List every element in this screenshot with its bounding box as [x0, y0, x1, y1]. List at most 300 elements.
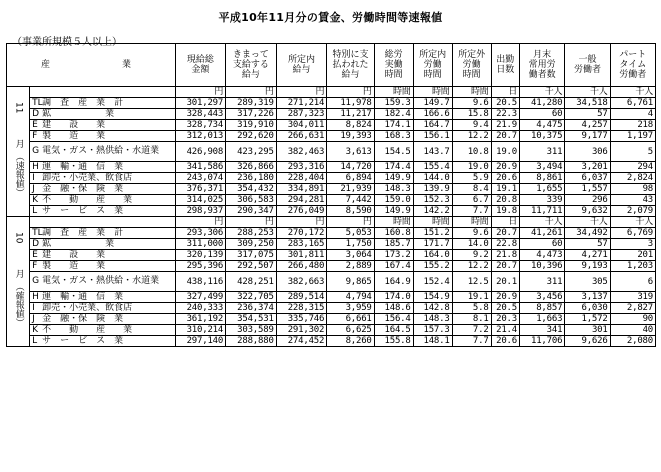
value-cell: 1,557 [565, 184, 610, 195]
unit-cell: 円 [175, 217, 226, 228]
value-cell: 6,625 [327, 325, 374, 336]
value-cell: 20.1 [491, 272, 519, 292]
industry-cell [30, 325, 175, 336]
value-cell: 15.8 [452, 109, 491, 120]
value-cell: 1,203 [610, 261, 655, 272]
column-header-line: 常用労 [528, 60, 556, 70]
value-cell: 326,866 [226, 162, 277, 173]
value-cell: 291,302 [276, 325, 327, 336]
value-cell: 339 [520, 195, 565, 206]
column-header [491, 44, 519, 87]
value-cell: 266,631 [276, 131, 327, 142]
value-cell: 311 [520, 272, 565, 292]
value-cell: 14.0 [452, 239, 491, 250]
value-cell: 90 [610, 314, 655, 325]
value-cell: 8,824 [327, 120, 374, 131]
value-cell: 20.5 [491, 303, 519, 314]
table-row [7, 184, 656, 195]
table-row [7, 162, 656, 173]
value-cell: 21.8 [491, 250, 519, 261]
column-header-line: 労働者 [573, 65, 601, 75]
unit-cell: 時間 [452, 87, 491, 98]
value-cell: 152.3 [413, 195, 452, 206]
industry-cell [30, 272, 175, 292]
unit-cell: 円 [276, 217, 327, 228]
value-cell: 287,323 [276, 109, 327, 120]
period-type: （速報値） [13, 152, 24, 198]
value-cell: 4,475 [520, 120, 565, 131]
value-cell: 328,734 [175, 120, 226, 131]
industry-code: TL [32, 98, 43, 108]
industry-name: 鉱 業 [42, 109, 115, 119]
column-header-line: 給与 [341, 70, 360, 80]
period-label [7, 87, 30, 217]
table-row [7, 292, 656, 303]
industry-code: H [32, 292, 39, 302]
value-cell: 34,518 [565, 98, 610, 109]
value-cell: 3,064 [327, 250, 374, 261]
value-cell: 2,079 [610, 206, 655, 217]
value-cell: 19.0 [452, 162, 491, 173]
column-header-line: 支給する [232, 60, 269, 70]
value-cell: 20.6 [491, 173, 519, 184]
value-cell: 297,140 [175, 336, 226, 347]
value-cell: 312,013 [175, 131, 226, 142]
value-cell: 292,620 [226, 131, 277, 142]
column-header-line: 時間 [462, 70, 481, 80]
column-header-line: 給与 [292, 65, 311, 75]
value-cell: 166.6 [413, 109, 452, 120]
value-cell: 288,253 [226, 228, 277, 239]
value-cell: 14,720 [327, 162, 374, 173]
value-cell: 164.7 [413, 120, 452, 131]
industry-cell [30, 195, 175, 206]
table-row [7, 303, 656, 314]
value-cell: 274,452 [276, 336, 327, 347]
table-row [7, 195, 656, 206]
value-cell: 43 [610, 195, 655, 206]
value-cell: 438,116 [175, 272, 226, 292]
column-header-line: 労働 [462, 60, 481, 70]
value-cell: 57 [565, 109, 610, 120]
value-cell: 1,197 [610, 131, 655, 142]
industry-name: 建 設 業 [42, 120, 106, 130]
value-cell: 11,711 [520, 206, 565, 217]
value-cell: 354,531 [226, 314, 277, 325]
value-cell: 240,333 [175, 303, 226, 314]
industry-name: 製 造 業 [42, 261, 106, 271]
value-cell: 3 [610, 239, 655, 250]
value-cell: 40 [610, 325, 655, 336]
value-cell: 334,891 [276, 184, 327, 195]
value-cell: 292,507 [226, 261, 277, 272]
value-cell: 3,494 [520, 162, 565, 173]
unit-cell: 時間 [452, 217, 491, 228]
industry-header: 産 業 [7, 44, 176, 87]
value-cell: 4,257 [565, 120, 610, 131]
value-cell: 306 [565, 142, 610, 162]
value-cell: 10,396 [520, 261, 565, 272]
industry-code: F [32, 131, 38, 141]
value-cell: 20.6 [491, 336, 519, 347]
unit-row-industry-cell [30, 87, 175, 98]
table-row [7, 142, 656, 162]
column-header-line: きまって [232, 50, 269, 60]
value-cell: 19.1 [452, 292, 491, 303]
value-cell: 2,889 [327, 261, 374, 272]
unit-cell: 千人 [610, 217, 655, 228]
value-cell: 12.5 [452, 272, 491, 292]
industry-code: I [32, 173, 35, 183]
value-cell: 298,937 [175, 206, 226, 217]
unit-cell: 千人 [520, 217, 565, 228]
value-cell: 6,661 [327, 314, 374, 325]
value-cell: 6 [610, 272, 655, 292]
industry-cell [30, 228, 175, 239]
value-cell: 60 [520, 239, 565, 250]
value-cell: 142.8 [413, 303, 452, 314]
value-cell: 174.1 [374, 120, 413, 131]
column-header-line: パート [619, 50, 647, 60]
industry-name: 電気・ガス・熱供給・水道業 [42, 276, 160, 286]
scope-note: （事業所規模５人以上） [12, 37, 122, 48]
value-cell: 4,473 [520, 250, 565, 261]
value-cell: 296 [565, 195, 610, 206]
value-cell: 293,316 [276, 162, 327, 173]
table-body [7, 87, 656, 347]
value-cell: 21.9 [491, 120, 519, 131]
industry-cell [30, 292, 175, 303]
column-header-line: 月末 [533, 50, 552, 60]
industry-name: サ ー ビ ス 業 [42, 206, 124, 216]
value-cell: 41,280 [520, 98, 565, 109]
value-cell: 20.5 [491, 98, 519, 109]
value-cell: 327,499 [175, 292, 226, 303]
value-cell: 426,908 [175, 142, 226, 162]
industry-name: 鉱 業 [42, 239, 115, 249]
value-cell: 309,250 [226, 239, 277, 250]
value-cell: 218 [610, 120, 655, 131]
value-cell: 270,172 [276, 228, 327, 239]
column-header-line: 金額 [191, 65, 210, 75]
period-label [7, 217, 30, 347]
value-cell: 376,371 [175, 184, 226, 195]
value-cell: 148.3 [374, 184, 413, 195]
value-cell: 3,613 [327, 142, 374, 162]
column-header-line: 労働 [423, 60, 442, 70]
industry-code: G [32, 276, 40, 286]
value-cell: 8.4 [452, 184, 491, 195]
industry-name: 建 設 業 [42, 250, 106, 260]
value-cell: 142.2 [413, 206, 452, 217]
unit-row [7, 87, 656, 98]
value-cell: 6,894 [327, 173, 374, 184]
industry-name: 調 査 産 業 計 [42, 228, 124, 238]
value-cell: 21.4 [491, 325, 519, 336]
value-cell: 9.4 [452, 120, 491, 131]
value-cell: 9,632 [565, 206, 610, 217]
industry-name: 運 輸・通 信 業 [42, 162, 124, 172]
column-header [276, 44, 327, 87]
value-cell: 9.6 [452, 98, 491, 109]
value-cell: 41,261 [520, 228, 565, 239]
industry-name: サ ー ビ ス 業 [42, 336, 124, 346]
column-header [452, 44, 491, 87]
table-row [7, 336, 656, 347]
value-cell: 7,442 [327, 195, 374, 206]
value-cell: 20.9 [491, 162, 519, 173]
value-cell: 34,492 [565, 228, 610, 239]
industry-cell [30, 206, 175, 217]
value-cell: 157.3 [413, 325, 452, 336]
value-cell: 319 [610, 292, 655, 303]
value-cell: 314,025 [175, 195, 226, 206]
industry-code: J [32, 184, 35, 194]
value-cell: 382,463 [276, 142, 327, 162]
value-cell: 271,214 [276, 98, 327, 109]
value-cell: 322,705 [226, 292, 277, 303]
column-header-line: 所定内 [287, 55, 315, 65]
column-header [226, 44, 277, 87]
value-cell: 6,769 [610, 228, 655, 239]
unit-cell: 円 [327, 87, 374, 98]
industry-name: 電気・ガス・熱供給・水道業 [42, 146, 160, 156]
column-header-line: 所定外 [458, 50, 486, 60]
period-month: 10 [13, 231, 24, 244]
value-cell: 19,393 [327, 131, 374, 142]
value-cell: 1,750 [327, 239, 374, 250]
value-cell: 3,959 [327, 303, 374, 314]
value-cell: 164.9 [374, 272, 413, 292]
value-cell: 289,319 [226, 98, 277, 109]
industry-code: I [32, 303, 35, 313]
unit-cell: 時間 [413, 87, 452, 98]
industry-code: K [32, 195, 39, 205]
value-cell: 317,075 [226, 250, 277, 261]
value-cell: 243,074 [175, 173, 226, 184]
value-cell: 301,811 [276, 250, 327, 261]
unit-cell: 日 [491, 217, 519, 228]
column-header-line: 時間 [423, 70, 442, 80]
industry-name: 金 融・保 険 業 [42, 314, 124, 324]
industry-cell [30, 142, 175, 162]
value-cell: 155.4 [413, 162, 452, 173]
unit-cell: 円 [327, 217, 374, 228]
value-cell: 19.8 [491, 206, 519, 217]
value-cell: 266,480 [276, 261, 327, 272]
value-cell: 305 [565, 272, 610, 292]
value-cell: 1,663 [520, 314, 565, 325]
table-row [7, 314, 656, 325]
table-row [7, 206, 656, 217]
page-title: 平成10年11月分の賃金、労働時間等速報値 [218, 11, 443, 24]
value-cell: 57 [565, 239, 610, 250]
value-cell: 148.3 [413, 314, 452, 325]
value-cell: 5.9 [452, 173, 491, 184]
column-header-line: 労働者 [619, 70, 647, 80]
value-cell: 143.7 [413, 142, 452, 162]
industry-cell [30, 239, 175, 250]
value-cell: 228,315 [276, 303, 327, 314]
unit-cell: 円 [226, 87, 277, 98]
value-cell: 303,589 [226, 325, 277, 336]
period-type: （確報値） [13, 282, 24, 328]
industry-code: D [32, 239, 40, 249]
industry-name: 卸売・小売業、飲食店 [42, 173, 133, 183]
value-cell: 228,404 [276, 173, 327, 184]
period-month-suffix: 月 [13, 139, 24, 149]
value-cell: 12.2 [452, 131, 491, 142]
value-cell: 8,590 [327, 206, 374, 217]
industry-name: 卸売・小売業、飲食店 [42, 303, 133, 313]
value-cell: 9.6 [452, 228, 491, 239]
value-cell: 11,217 [327, 109, 374, 120]
column-header-line: 日数 [496, 65, 515, 75]
value-cell: 159.3 [374, 98, 413, 109]
value-cell: 152.4 [413, 272, 452, 292]
value-cell: 20.8 [491, 195, 519, 206]
industry-code: E [32, 250, 38, 260]
industry-cell [30, 250, 175, 261]
table-row [7, 261, 656, 272]
industry-code: L [32, 206, 38, 216]
value-cell: 154.9 [413, 292, 452, 303]
value-cell: 149.9 [374, 173, 413, 184]
value-cell: 20.9 [491, 292, 519, 303]
table-row [7, 250, 656, 261]
value-cell: 12.2 [452, 261, 491, 272]
value-cell: 9,626 [565, 336, 610, 347]
value-cell: 288,880 [226, 336, 277, 347]
value-cell: 164.0 [413, 250, 452, 261]
value-cell: 6,037 [565, 173, 610, 184]
value-cell: 6,030 [565, 303, 610, 314]
value-cell: 174.4 [374, 162, 413, 173]
value-cell: 7.2 [452, 325, 491, 336]
table-row [7, 131, 656, 142]
value-cell: 151.2 [413, 228, 452, 239]
industry-name: 不 動 産 業 [42, 325, 133, 335]
value-cell: 98 [610, 184, 655, 195]
unit-cell: 日 [491, 87, 519, 98]
value-cell: 301,297 [175, 98, 226, 109]
value-cell: 5,053 [327, 228, 374, 239]
industry-code: H [32, 162, 39, 172]
industry-name: 不 動 産 業 [42, 195, 133, 205]
value-cell: 159.0 [374, 195, 413, 206]
column-header [413, 44, 452, 87]
wage-statistics-table [6, 43, 656, 347]
unit-cell: 千人 [565, 87, 610, 98]
industry-cell [30, 261, 175, 272]
value-cell: 354,432 [226, 184, 277, 195]
value-cell: 423,295 [226, 142, 277, 162]
value-cell: 155.8 [374, 336, 413, 347]
value-cell: 20.7 [491, 261, 519, 272]
header-row [7, 44, 656, 87]
value-cell: 19.0 [491, 142, 519, 162]
column-header-line: タイム [619, 60, 647, 70]
value-cell: 22.3 [491, 109, 519, 120]
column-header [610, 44, 655, 87]
value-cell: 319,910 [226, 120, 277, 131]
value-cell: 156.4 [374, 314, 413, 325]
value-cell: 164.5 [374, 325, 413, 336]
value-cell: 19.1 [491, 184, 519, 195]
value-cell: 10.8 [452, 142, 491, 162]
unit-row [7, 217, 656, 228]
column-header [520, 44, 565, 87]
value-cell: 167.4 [374, 261, 413, 272]
unit-cell: 千人 [520, 87, 565, 98]
value-cell: 283,165 [276, 239, 327, 250]
value-cell: 11,706 [520, 336, 565, 347]
value-cell: 144.0 [413, 173, 452, 184]
column-header-line: 実働 [384, 60, 403, 70]
value-cell: 317,226 [226, 109, 277, 120]
value-cell: 8,260 [327, 336, 374, 347]
value-cell: 293,306 [175, 228, 226, 239]
value-cell: 168.3 [374, 131, 413, 142]
column-header-line: 出勤 [496, 55, 515, 65]
value-cell: 382,663 [276, 272, 327, 292]
value-cell: 6.7 [452, 195, 491, 206]
value-cell: 341 [520, 325, 565, 336]
value-cell: 236,374 [226, 303, 277, 314]
value-cell: 149.7 [413, 98, 452, 109]
column-header-line: 時間 [384, 70, 403, 80]
table-row [7, 239, 656, 250]
value-cell: 171.7 [413, 239, 452, 250]
value-cell: 3,456 [520, 292, 565, 303]
value-cell: 4 [610, 109, 655, 120]
value-cell: 335,746 [276, 314, 327, 325]
column-header-line: 総労 [384, 50, 403, 60]
value-cell: 328,443 [175, 109, 226, 120]
value-cell: 304,011 [276, 120, 327, 131]
value-cell: 2,824 [610, 173, 655, 184]
unit-cell: 円 [175, 87, 226, 98]
column-header-line: 所定内 [419, 50, 447, 60]
table-row [7, 173, 656, 184]
table-row [7, 228, 656, 239]
value-cell: 276,049 [276, 206, 327, 217]
value-cell: 8,861 [520, 173, 565, 184]
value-cell: 301 [565, 325, 610, 336]
value-cell: 6,761 [610, 98, 655, 109]
value-cell: 1,655 [520, 184, 565, 195]
value-cell: 3,137 [565, 292, 610, 303]
value-cell: 155.2 [413, 261, 452, 272]
table-row [7, 120, 656, 131]
industry-name: 製 造 業 [42, 131, 106, 141]
value-cell: 20.7 [491, 131, 519, 142]
value-cell: 306,583 [226, 195, 277, 206]
value-cell: 3,201 [565, 162, 610, 173]
column-header [374, 44, 413, 87]
unit-cell: 円 [226, 217, 277, 228]
unit-cell: 時間 [374, 87, 413, 98]
industry-cell [30, 314, 175, 325]
period-month: 11 [13, 101, 24, 114]
value-cell: 341,586 [175, 162, 226, 173]
industry-code: F [32, 261, 38, 271]
value-cell: 9.2 [452, 250, 491, 261]
unit-row-industry-cell [30, 217, 175, 228]
industry-code: TL [32, 228, 43, 238]
value-cell: 289,514 [276, 292, 327, 303]
value-cell: 361,192 [175, 314, 226, 325]
